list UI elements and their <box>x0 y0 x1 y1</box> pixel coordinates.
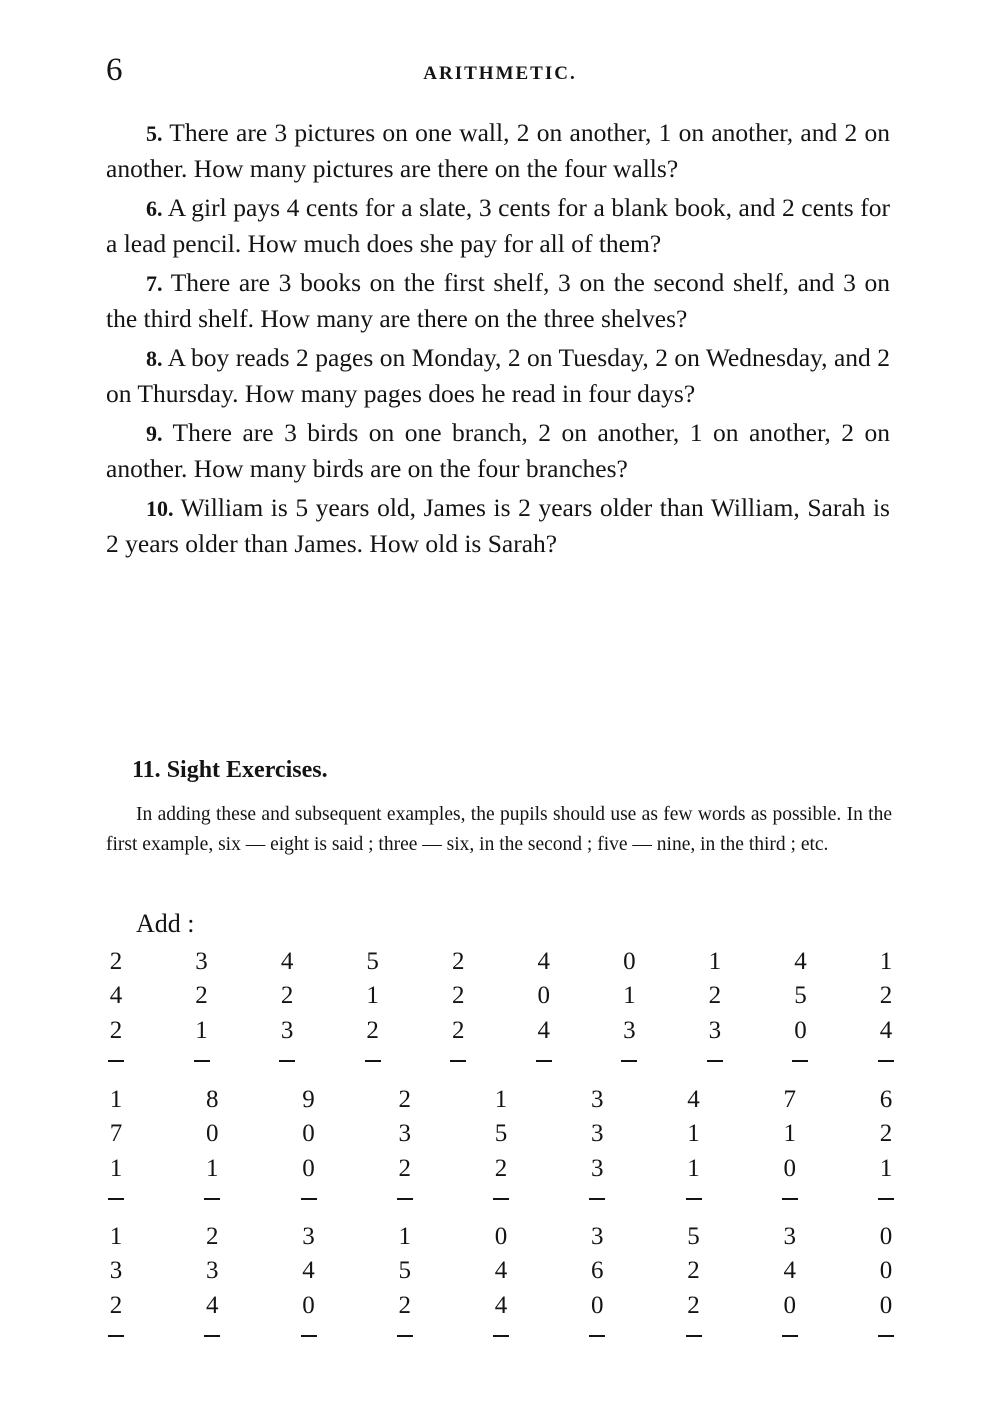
addend-digit: 2 <box>708 982 722 1010</box>
addend-digit: 3 <box>206 1257 219 1285</box>
addition-column <box>770 1220 810 1357</box>
section-title: Sight Exercises. <box>166 757 328 783</box>
sum-line <box>385 1186 425 1220</box>
addition-column <box>866 1220 906 1357</box>
addend-digit: 5 <box>494 1120 508 1148</box>
sum-line <box>866 1048 906 1082</box>
addend-digit: 4 <box>206 1291 219 1319</box>
addition-column <box>438 945 478 1082</box>
page-header <box>0 52 1000 92</box>
sum-line <box>770 1186 810 1220</box>
problem-text: A boy reads 2 pages on Monday, 2 on Tuesday, 2 on Wednesday, and 2 on Thursday. How many pages does he read in four days? <box>106 343 891 408</box>
addition-column <box>674 1220 714 1357</box>
addend-digit: 5 <box>794 982 807 1010</box>
problem-6 <box>106 191 890 261</box>
addition-column <box>674 1083 714 1220</box>
addend-digit: 1 <box>494 1086 508 1113</box>
sum-line <box>577 1323 617 1357</box>
addend-digit: 5 <box>398 1257 411 1285</box>
addend-digit: 1 <box>687 1154 700 1182</box>
addend-digit: 4 <box>280 948 294 975</box>
addend-digit: 2 <box>109 948 123 975</box>
addition-column <box>96 945 136 1082</box>
addend-digit: 6 <box>879 1086 893 1113</box>
addition-column <box>96 1083 136 1220</box>
addend-digit: 0 <box>302 1154 315 1182</box>
addend-digit: 2 <box>879 982 893 1010</box>
sum-line <box>353 1048 393 1082</box>
sum-line <box>289 1186 329 1220</box>
problem-number: 10. <box>146 496 174 521</box>
sum-line <box>866 1323 906 1357</box>
addend-digit: 3 <box>708 1016 722 1044</box>
addend-digit: 7 <box>783 1086 796 1113</box>
problem-number: 7. <box>146 271 163 296</box>
addition-column <box>192 1220 232 1357</box>
section-number: 11. <box>132 757 161 783</box>
addend-digit: 1 <box>708 948 722 975</box>
addend-digit: 0 <box>494 1223 508 1250</box>
addend-digit: 0 <box>794 1016 807 1044</box>
addend-digit: 3 <box>302 1223 315 1250</box>
addend-digit: 4 <box>537 1016 551 1044</box>
sum-line <box>770 1323 810 1357</box>
addend-digit: 2 <box>879 1120 893 1148</box>
addend-digit: 2 <box>398 1086 411 1113</box>
addition-column <box>770 1083 810 1220</box>
addend-digit: 2 <box>398 1154 411 1182</box>
addend-digit: 9 <box>302 1086 315 1113</box>
addend-digit: 2 <box>687 1257 700 1285</box>
sum-line <box>609 1048 649 1082</box>
addend-digit: 3 <box>109 1257 123 1285</box>
running-head: ARITHMETIC. <box>423 63 577 84</box>
addend-digit: 1 <box>398 1223 411 1250</box>
sum-line <box>192 1186 232 1220</box>
sum-line <box>385 1323 425 1357</box>
addend-digit: 4 <box>794 948 807 975</box>
addend-digit: 4 <box>687 1086 700 1113</box>
problem-text: There are 3 pictures on one wall, 2 on another, 1 on another, and 2 on another. How many pictures are there on the four walls? <box>106 118 890 183</box>
sum-line <box>481 1323 521 1357</box>
addend-digit: 1 <box>109 1154 123 1182</box>
addend-digit: 7 <box>109 1120 123 1148</box>
problem-number: 9. <box>146 421 163 446</box>
addend-digit: 2 <box>451 948 465 975</box>
sum-line <box>289 1323 329 1357</box>
addend-digit: 4 <box>494 1257 508 1285</box>
addend-digit: 2 <box>398 1291 411 1319</box>
addend-digit: 4 <box>494 1291 508 1319</box>
addend-digit: 1 <box>195 1016 208 1044</box>
addition-column <box>577 1083 617 1220</box>
addition-column <box>192 1083 232 1220</box>
problem-7 <box>106 266 890 336</box>
addition-column <box>524 945 564 1082</box>
addend-digit: 2 <box>195 982 208 1010</box>
addend-digit: 1 <box>366 982 379 1010</box>
addend-digit: 3 <box>591 1086 604 1113</box>
addition-column <box>780 945 820 1082</box>
problem-text: There are 3 birds on one branch, 2 on another, 1 on another, 2 on another. How many birds are on the four branches? <box>106 418 890 483</box>
addend-digit: 3 <box>398 1120 411 1148</box>
addend-digit: 5 <box>687 1223 700 1250</box>
problem-9 <box>106 416 890 486</box>
addend-digit: 1 <box>783 1120 796 1148</box>
addend-digit: 0 <box>879 1257 893 1285</box>
addend-digit: 3 <box>280 1016 294 1044</box>
addition-column <box>182 945 222 1082</box>
problem-8 <box>106 341 890 411</box>
addend-digit: 0 <box>591 1291 604 1319</box>
addend-digit: 0 <box>879 1291 893 1319</box>
addend-digit: 3 <box>623 1016 636 1044</box>
sum-line <box>524 1048 564 1082</box>
addition-column <box>577 1220 617 1357</box>
addend-digit: 3 <box>591 1154 604 1182</box>
addend-digit: 4 <box>879 1016 893 1044</box>
addition-column <box>866 1083 906 1220</box>
addend-digit: 1 <box>623 982 636 1010</box>
addend-digit: 2 <box>451 982 465 1010</box>
addend-digit: 4 <box>302 1257 315 1285</box>
addend-digit: 8 <box>206 1086 219 1113</box>
addend-digit: 1 <box>687 1120 700 1148</box>
addition-column <box>609 945 649 1082</box>
sum-line <box>182 1048 222 1082</box>
addend-digit: 5 <box>366 948 379 975</box>
sum-line <box>674 1186 714 1220</box>
addend-digit: 1 <box>879 948 893 975</box>
sum-line <box>780 1048 820 1082</box>
sum-line <box>96 1186 136 1220</box>
sum-line <box>695 1048 735 1082</box>
addend-digit: 1 <box>109 1223 123 1250</box>
addition-column <box>289 1083 329 1220</box>
sum-line <box>674 1323 714 1357</box>
addend-digit: 0 <box>879 1223 893 1250</box>
addition-column <box>385 1083 425 1220</box>
addend-digit: 4 <box>537 948 551 975</box>
addend-digit: 2 <box>687 1291 700 1319</box>
addend-digit: 0 <box>783 1154 796 1182</box>
sum-line <box>267 1048 307 1082</box>
sum-line <box>96 1323 136 1357</box>
sum-line <box>866 1186 906 1220</box>
addend-digit: 1 <box>206 1154 219 1182</box>
addend-digit: 3 <box>591 1223 604 1250</box>
sum-line <box>577 1186 617 1220</box>
section-heading <box>132 757 328 784</box>
sum-line <box>192 1323 232 1357</box>
addition-column <box>866 945 906 1082</box>
addend-digit: 0 <box>302 1291 315 1319</box>
addend-digit: 3 <box>195 948 208 975</box>
problem-number: 6. <box>146 196 163 221</box>
section-instructions: In adding these and subsequent examples, the pupils should use as few words as possible. In the first example, six — eight is said ; three — six, in the second ; five — nine, in the third ; etc. <box>106 804 892 855</box>
sum-line <box>96 1048 136 1082</box>
addend-digit: 6 <box>591 1257 604 1285</box>
addend-digit: 3 <box>783 1223 796 1250</box>
addend-digit: 1 <box>109 1086 123 1113</box>
addend-digit: 1 <box>879 1154 893 1182</box>
problem-text: William is 5 years old, James is 2 years older than William, Sarah is 2 years older than James. How old is Sarah? <box>106 493 890 558</box>
addition-column <box>481 1220 521 1357</box>
addend-digit: 0 <box>537 982 551 1010</box>
addition-column <box>385 1220 425 1357</box>
addend-digit: 0 <box>623 948 636 975</box>
problem-number: 5. <box>146 121 163 146</box>
addend-digit: 2 <box>280 982 294 1010</box>
addition-column <box>289 1220 329 1357</box>
addend-digit: 0 <box>206 1120 219 1148</box>
addition-column <box>96 1220 136 1357</box>
addition-column <box>353 945 393 1082</box>
problem-number: 8. <box>146 346 163 371</box>
addend-digit: 2 <box>366 1016 379 1044</box>
word-problems <box>106 116 890 566</box>
addend-digit: 2 <box>494 1154 508 1182</box>
addend-digit: 4 <box>109 982 123 1010</box>
problem-text: A girl pays 4 cents for a slate, 3 cents for a blank book, and 2 cents for a lead pencil. How much does she pay for all of them? <box>106 193 891 258</box>
addend-digit: 0 <box>783 1291 796 1319</box>
page-number: 6 <box>106 52 123 88</box>
addend-digit: 4 <box>783 1257 796 1285</box>
problem-5 <box>106 116 890 186</box>
addend-digit: 2 <box>109 1291 123 1319</box>
addend-digit: 0 <box>302 1120 315 1148</box>
addend-digit: 2 <box>109 1016 123 1044</box>
addition-column <box>267 945 307 1082</box>
add-label: Add : <box>136 909 195 938</box>
addend-digit: 2 <box>206 1223 219 1250</box>
addition-column <box>695 945 735 1082</box>
sum-line <box>438 1048 478 1082</box>
sum-line <box>481 1186 521 1220</box>
problem-10 <box>106 491 890 561</box>
addend-digit: 2 <box>451 1016 465 1044</box>
addend-digit: 3 <box>591 1120 604 1148</box>
problem-text: There are 3 books on the first shelf, 3 on the second shelf, and 3 on the third shelf. How many are there on the three shelves? <box>106 268 890 333</box>
addition-column <box>481 1083 521 1220</box>
